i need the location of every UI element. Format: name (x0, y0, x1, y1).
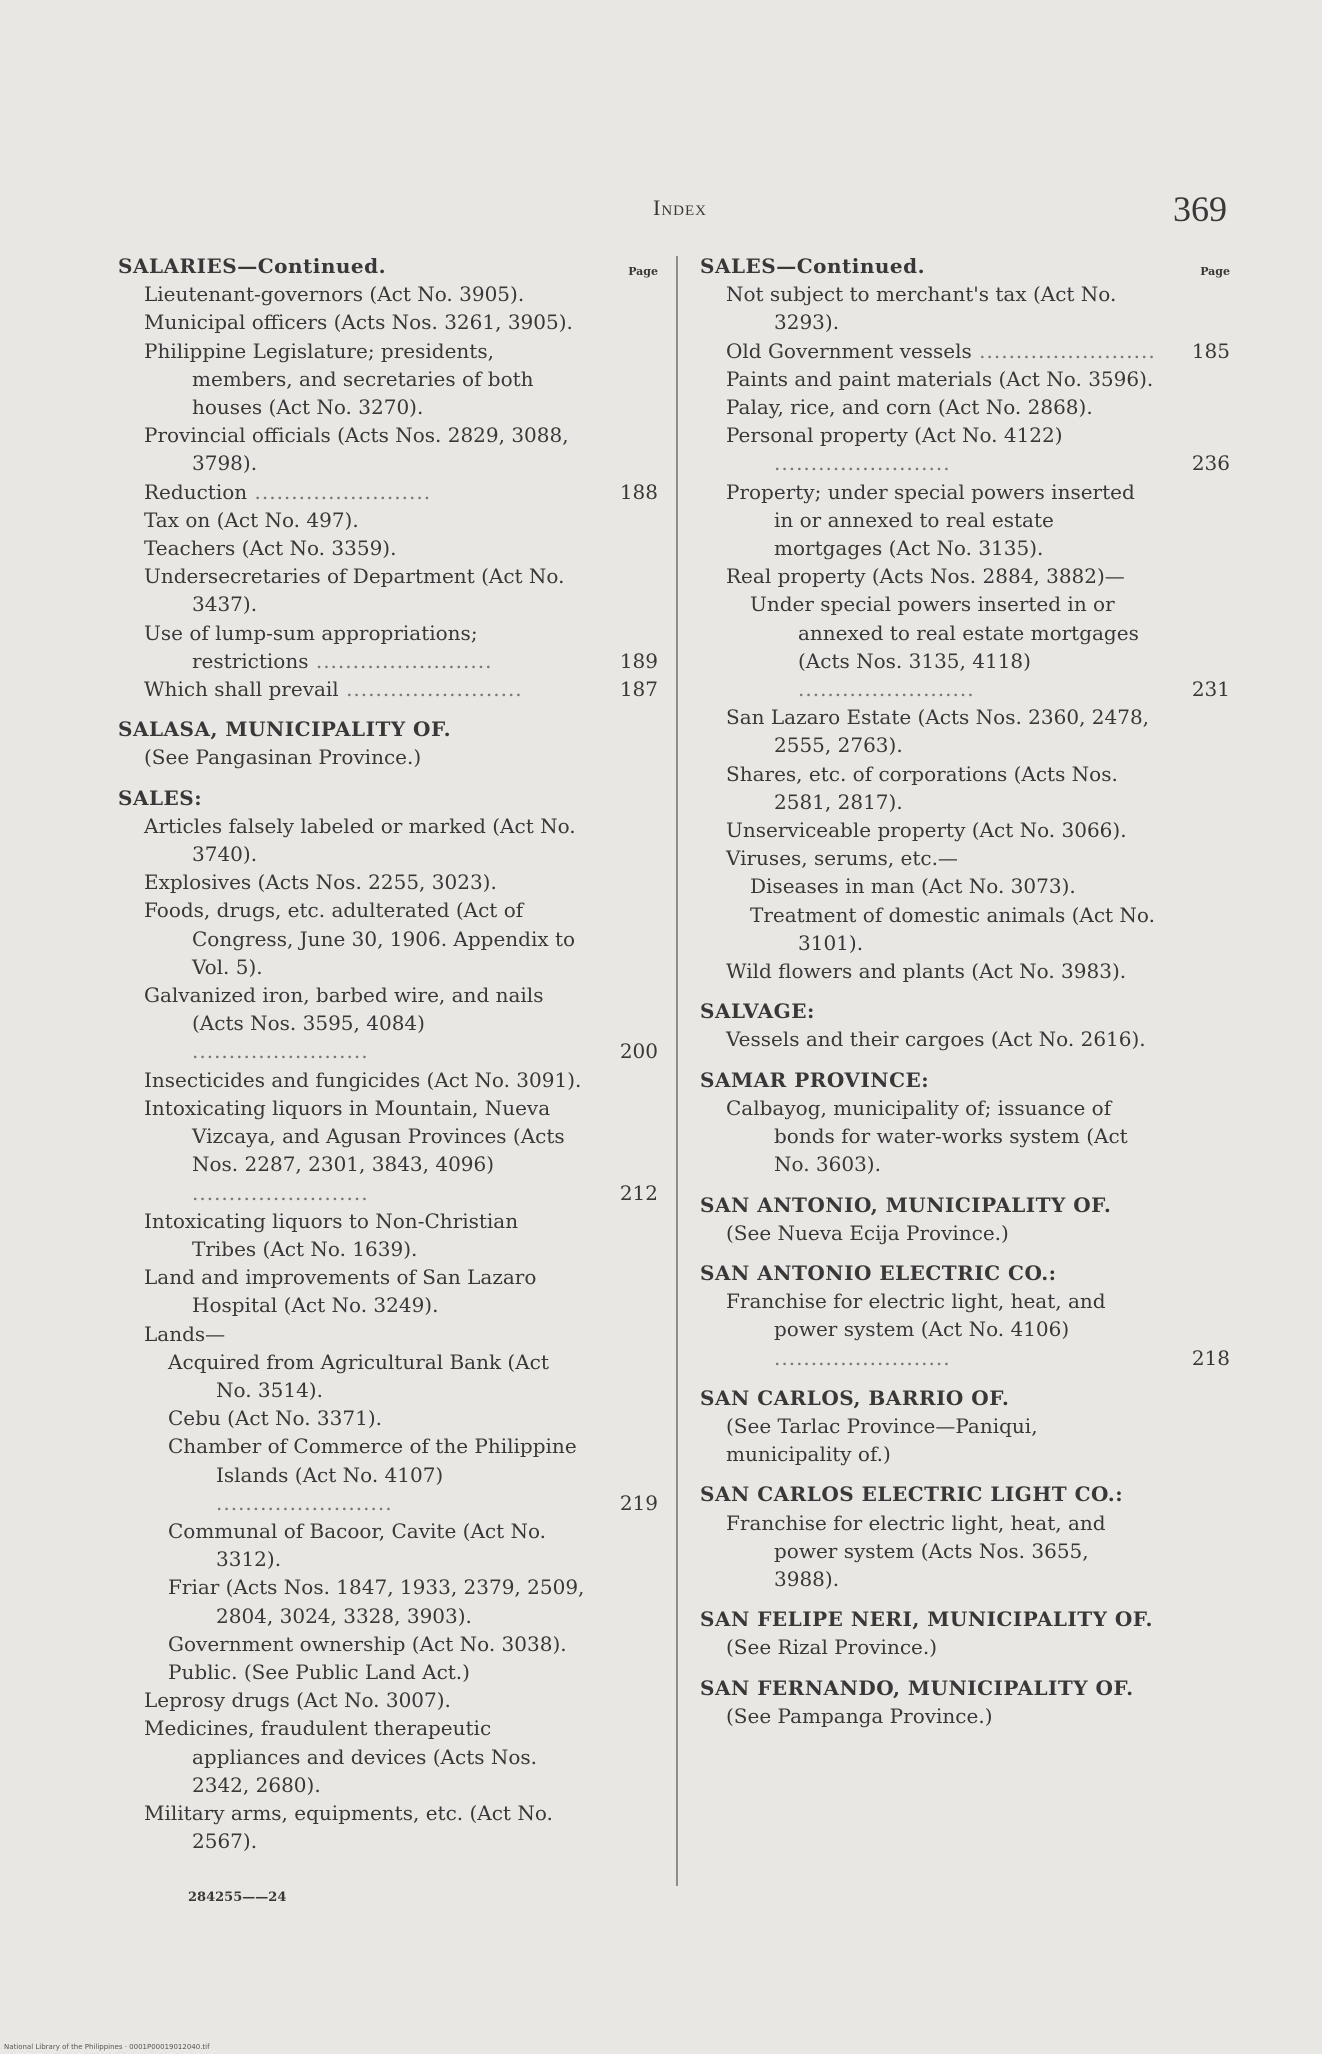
cross-reference (700, 1702, 1230, 1730)
entry-text: Under special powers inserted in or annexed to real estate mortgages (Acts Nos. 3135, 4118) ..... (750, 592, 1139, 701)
entry-text: Government ownership (Act No. 3038). (168, 1631, 567, 1656)
entry-text: Lieutenant-governors (Act No. 3905). (144, 282, 525, 307)
entry-text: Articles falsely labeled or marked (Act No. 3740). (144, 813, 576, 867)
index-heading (700, 1191, 1230, 1219)
index-entry (118, 308, 658, 336)
entry-text: (See Pampanga Province.) (726, 1703, 993, 1728)
entry-text: SAMAR PROVINCE: (700, 1067, 930, 1092)
right-column (700, 252, 1230, 1730)
index-heading (700, 1480, 1230, 1508)
entry-text: Leprosy drugs (Act No. 3007). (144, 1688, 451, 1713)
entry-page-ref: 219 (619, 1490, 658, 1515)
entry-text: Palay, rice, and corn (Act No. 2868). (726, 395, 1093, 420)
entry-text: Calbayog, municipality of; issuance of bonds for water-works system (Act No. 3603). (726, 1095, 1128, 1177)
entry-text: Lands— (144, 1321, 226, 1346)
index-entry (118, 562, 658, 618)
entry-text: SAN CARLOS, BARRIO OF. (700, 1385, 1010, 1410)
entry-text: Medicines, fraudulent therapeutic appliances and devices (Acts Nos. 2342, 2680). (144, 1716, 538, 1797)
index-subentry (118, 1348, 658, 1404)
entry-text: Unserviceable property (Act No. 3066). (726, 818, 1127, 843)
index-entry (700, 1025, 1230, 1053)
index-entry (700, 957, 1230, 985)
cross-reference (700, 1633, 1230, 1661)
entry-text: Personal property (Act No. 4122) ..... (726, 423, 1063, 475)
entry-text: (See Rizal Province.) (726, 1635, 938, 1660)
index-entry (118, 478, 658, 506)
entry-text: Chamber of Commerce of the Philippine Islands (Act No. 4107) ..... (168, 1434, 577, 1514)
entry-text: SAN FERNANDO, MUNICIPALITY OF. (700, 1675, 1134, 1700)
entry-text: Municipal officers (Acts Nos. 3261, 3905). (144, 310, 573, 335)
index-heading (118, 252, 658, 280)
index-entry (700, 703, 1230, 759)
entry-text: Foods, drugs, etc. adulterated (Act of Congress, June 30, 1906. Appendix to Vol. 5). (144, 898, 576, 979)
entry-text: Galvanized iron, barbed wire, and nails (Acts Nos. 3595, 4084) ..... (144, 983, 543, 1063)
entry-text: SAN ANTONIO ELECTRIC CO.: (700, 1260, 1057, 1285)
index-entry (118, 1207, 658, 1263)
entry-text: Philippine Legislature; presidents, members, and secretaries of both houses (Act No. 3270). (144, 338, 534, 420)
index-heading (700, 1605, 1230, 1633)
entry-page-ref: 236 (1191, 451, 1230, 476)
index-subentry (118, 1517, 658, 1573)
index-entry (118, 868, 658, 896)
index-subentry (118, 1630, 658, 1658)
entry-text: Diseases in man (Act No. 3073). (750, 874, 1076, 899)
entry-text: Public. (See Public Land Act.) (168, 1659, 470, 1684)
entry-text: Intoxicating liquors in Mountain, Nueva Vizcaya, and Agusan Provinces (Acts Nos. 2287, 2301, 3843, 4096) ..... (144, 1096, 565, 1205)
index-entry (118, 675, 658, 703)
entry-text: (See Tarlac Province—Paniqui, municipality of.) (726, 1413, 1038, 1467)
running-head: Index (653, 195, 707, 220)
entry-text: Wild flowers and plants (Act No. 3983). (726, 959, 1127, 984)
entry-text: Friar (Acts Nos. 1847, 1933, 2379, 2509, 2804, 3024, 3328, 3903). (168, 1575, 585, 1628)
entry-page-ref: 200 (619, 1039, 658, 1064)
index-entry (700, 1287, 1230, 1372)
entry-text: Reduction ..... (144, 480, 431, 504)
index-heading (700, 1066, 1230, 1094)
index-entry (700, 337, 1230, 365)
entry-text: Communal of Bacoor, Cavite (Act No. 3312). (168, 1518, 547, 1572)
entry-page-ref: 231 (1191, 677, 1230, 702)
index-subentry (700, 590, 1230, 703)
index-subentry (700, 901, 1230, 957)
entry-text: Undersecretaries of Department (Act No. 3437). (144, 564, 565, 617)
entry-text: Land and improvements of San Lazaro Hospital (Act No. 3249). (144, 1265, 537, 1318)
entry-page-ref: 212 (619, 1180, 658, 1205)
entry-text: (See Pangasinan Province.) (144, 745, 422, 770)
entry-text: Explosives (Acts Nos. 2255, 3023). (144, 870, 497, 895)
entry-text: Teachers (Act No. 3359). (144, 536, 397, 561)
entry-text: Paints and paint materials (Act No. 3596). (726, 366, 1154, 391)
entry-text: Not subject to merchant's tax (Act No. 3293). (726, 282, 1117, 335)
index-entry (700, 816, 1230, 844)
index-heading (118, 715, 658, 743)
index-entry (700, 1509, 1230, 1594)
index-entry (118, 506, 658, 534)
index-entry (118, 1320, 658, 1348)
index-subentry (118, 1573, 658, 1629)
page-column-label: Page (1200, 265, 1230, 278)
index-subentry (118, 1404, 658, 1432)
entry-text: Military arms, equipments, etc. (Act No. 2567). (144, 1800, 553, 1854)
index-entry (118, 1714, 658, 1799)
index-entry (700, 280, 1230, 336)
entry-text: Provincial officials (Acts Nos. 2829, 3088, 3798). (144, 423, 569, 476)
entry-page-ref: 187 (619, 677, 658, 702)
entry-text: Franchise for electric light, heat, and power system (Act No. 4106) ..... (726, 1289, 1106, 1369)
entry-text: (See Nueva Ecija Province.) (726, 1220, 1009, 1245)
index-entry (118, 1066, 658, 1094)
index-heading (700, 252, 1230, 280)
entry-text: Use of lump-sum appropriations; restrictions ..... (144, 621, 492, 673)
index-subentry (118, 1658, 658, 1686)
printer-code: 284255——24 (188, 1890, 287, 1905)
index-subentry (118, 1432, 658, 1517)
index-entry (118, 421, 658, 477)
index-heading (700, 1674, 1230, 1702)
entry-text: SAN FELIPE NERI, MUNICIPALITY OF. (700, 1607, 1153, 1632)
entry-page-ref: 188 (619, 479, 658, 504)
entry-text: SAN CARLOS ELECTRIC LIGHT CO.: (700, 1482, 1124, 1507)
entry-text: Insecticides and fungicides (Act No. 3091). (144, 1067, 582, 1092)
index-entry (118, 1799, 658, 1855)
index-entry (118, 1263, 658, 1319)
index-heading (700, 997, 1230, 1025)
index-entry (118, 1686, 658, 1714)
index-entry (700, 365, 1230, 393)
index-entry (700, 562, 1230, 590)
index-subentry (700, 872, 1230, 900)
scan-imprint: National Library of the Philippines · 0001P00019012040.tif (4, 2043, 210, 2051)
index-entry (700, 421, 1230, 477)
index-entry (700, 760, 1230, 816)
index-entry (118, 619, 658, 675)
index-heading (700, 1384, 1230, 1412)
page-number: 369 (1173, 189, 1227, 229)
entry-text: Property; under special powers inserted in or annexed to real estate mortgages (Act No. 3135). (726, 479, 1135, 561)
index-entry (700, 1094, 1230, 1179)
entry-text: Intoxicating liquors to Non-Christian Tribes (Act No. 1639). (144, 1208, 519, 1261)
entry-page-ref: 189 (619, 648, 658, 673)
cross-reference (118, 743, 658, 771)
cross-reference (700, 1412, 1230, 1468)
entry-page-ref: 218 (1191, 1345, 1230, 1370)
page-column-label: Page (628, 265, 658, 278)
entry-text: SALARIES—Continued. (118, 254, 387, 278)
index-entry (118, 896, 658, 981)
index-entry (700, 393, 1230, 421)
cross-reference (700, 1219, 1230, 1247)
entry-text: Viruses, serums, etc.— (726, 846, 958, 871)
entry-text: Vessels and their cargoes (Act No. 2616). (726, 1027, 1146, 1052)
entry-text: San Lazaro Estate (Acts Nos. 2360, 2478, 2555, 2763). (726, 705, 1150, 758)
index-entry (118, 981, 658, 1066)
entry-text: SAN ANTONIO, MUNICIPALITY OF. (700, 1192, 1112, 1217)
index-heading (118, 784, 658, 812)
entry-text: Old Government vessels ..... (726, 339, 1156, 363)
index-entry (700, 478, 1230, 563)
entry-text: SALVAGE: (700, 999, 815, 1024)
index-entry (118, 1094, 658, 1207)
entry-text: SALES—Continued. (700, 254, 926, 278)
index-entry (118, 337, 658, 422)
entry-text: SALES: (118, 785, 203, 810)
entry-text: Tax on (Act No. 497). (144, 507, 359, 532)
column-divider (676, 256, 678, 1886)
entry-text: Which shall prevail ..... (144, 677, 523, 701)
index-entry (118, 534, 658, 562)
index-heading (700, 1259, 1230, 1287)
index-entry (118, 812, 658, 868)
index-entry (700, 844, 1230, 872)
entry-text: Acquired from Agricultural Bank (Act No. 3514). (168, 1349, 549, 1402)
entry-text: Cebu (Act No. 3371). (168, 1406, 382, 1431)
entry-text: Treatment of domestic animals (Act No. 3101). (750, 902, 1155, 955)
entry-text: Real property (Acts Nos. 2884, 3882)— (726, 564, 1125, 589)
entry-text: Shares, etc. of corporations (Acts Nos. 2581, 2817). (726, 761, 1118, 814)
index-entry (118, 280, 658, 308)
entry-page-ref: 185 (1191, 338, 1230, 363)
entry-text: Franchise for electric light, heat, and power system (Acts Nos. 3655, 3988). (726, 1510, 1106, 1591)
left-column (118, 252, 658, 1855)
entry-text: SALASA, MUNICIPALITY OF. (118, 717, 452, 742)
